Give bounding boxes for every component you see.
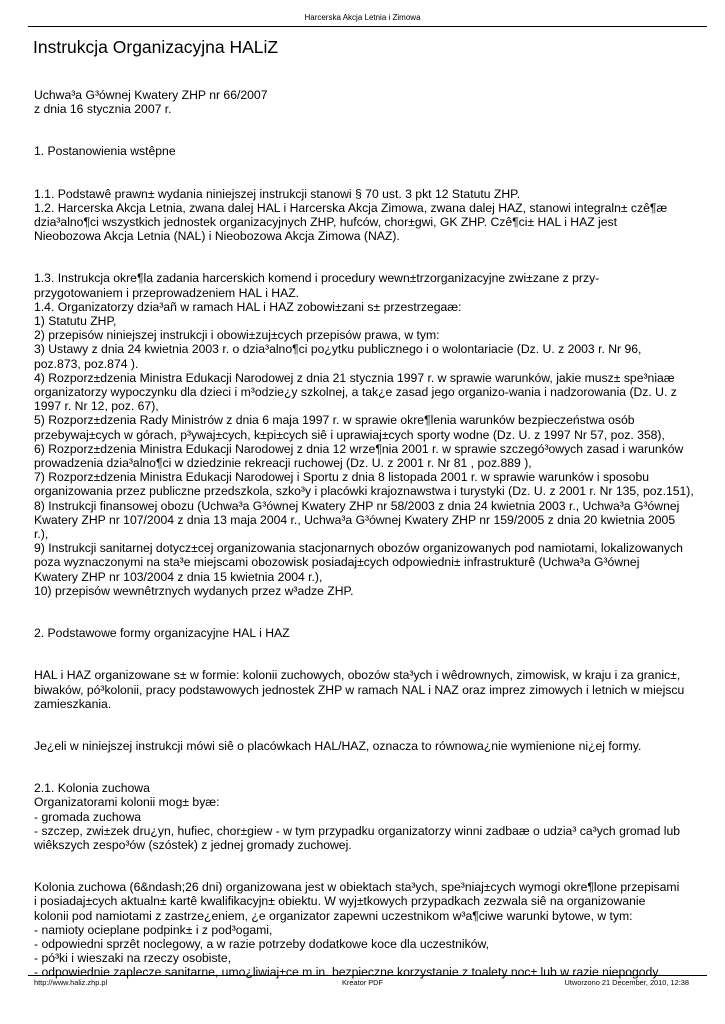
- text-line: Uchwa³a G³ównej Kwatery ZHP nr 66/2007: [34, 88, 268, 102]
- text-line: prowadzenia dzia³alno¶ci w dziedzinie rekreacji ruchowej (Dz. U. z 2001 r. Nr 81 , poz.889 ),: [34, 456, 532, 471]
- list-item: 6) Rozporz±dzenia Ministra Edukacji Narodowej z dnia 12 wrze¶nia 2001 r. w sprawie szczegó³owych zasad i warunków: [34, 441, 684, 456]
- section-heading: 2. Podstawowe formy organizacyjne HAL i HAZ: [34, 626, 290, 641]
- text-line: 1.4. Organizatorzy dzia³añ w ramach HAL i HAZ zobowi±zani s± przestrzegaæ:: [34, 299, 462, 314]
- section-heading: 1. Postanowienia wstêpne: [34, 144, 176, 159]
- list-item: - pó³ki i wieszaki na rzeczy osobiste,: [34, 951, 232, 966]
- running-header: Harcerska Akcja Letnia i Zimowa: [304, 13, 421, 22]
- paragraph: [34, 880, 706, 979]
- text-line: 1.2. Harcerska Akcja Letnia, zwana dalej HAL i Harcerska Akcja Zimowa, zwana dalej HAZ, stanowi integraln± czê¶æ: [34, 200, 668, 215]
- text-line: i posiadaj±cych aktualn± kartê kwalifikacyjn± obiektu. W wyj±tkowych przypadkach zezwala siê na organizowanie: [34, 894, 646, 909]
- text-line: przebywaj±cych w górach, p³ywaj±cych, k±pi±cych siê i uprawiaj±cych sporty wodne (Dz. U. z 1997 Nr 57, poz. 358),: [34, 427, 665, 442]
- text-line: 1.3. Instrukcja okre¶la zadania harcerskich komend i procedury wewn±trzorganizacyjne zwi±zane z przy-: [34, 271, 600, 286]
- list-item: 7) Rozporz±dzenia Ministra Edukacji Narodowej i Sportu z dnia 8 listopada 2001 r. w sprawie warunków i sposobu: [34, 470, 650, 485]
- list-item: 5) Rozporz±dzenia Rady Ministrów z dnia 6 maja 1997 r. w sprawie okre¶lenia warunków bezpieczeństwa osób: [34, 413, 635, 428]
- list-item: 4) Rozporz±dzenia Ministra Edukacji Narodowej z dnia 21 stycznia 1997 r. w sprawie warunków, jakie musz± spe³niaæ: [34, 370, 675, 385]
- text-line: wiêkszych zespo³ów (szóstek) z jednej gromady zuchowej.: [34, 837, 352, 852]
- text-line: dzia³alno¶ci wszystkich jednostek organizacyjnych ZHP, hufców, chor±gwi, GK ZHP. Czê¶ci± HAL i HAZ jest: [34, 215, 618, 230]
- list-item: 2) przepisów niniejszej instrukcji i obowi±zuj±cych przepisów prawa, w tym:: [34, 328, 440, 343]
- text-line: kolonii pod namiotami z zastrze¿eniem, ¿e organizator zapewni uczestnikom w³a¶ciwe warunki bytowe, w tym:: [34, 908, 633, 923]
- list-item: 3) Ustawy z dnia 24 kwietnia 2003 r. o dzia³alno¶ci po¿ytku publicznego i o wolontariacie (Dz. U. z 2003 r. Nr 96,: [34, 342, 642, 357]
- text-line: Kolonia zuchowa (6&ndash;26 dni) organizowana jest w obiektach sta³ych, spe³niaj±cych wymogi okre¶lone przepisami: [34, 880, 680, 895]
- list-item: - namioty ocieplane podpink± i z pod³ogami,: [34, 922, 273, 937]
- list-item: - odpowiednie zaplecze sanitarne, umo¿liwiaj±ce m.in. bezpieczne korzystanie z toalety noc± lub w razie niepogody.: [34, 965, 661, 980]
- text-line: 1.1. Podstawê prawn± wydania niniejszej instrukcji stanowi § 70 ust. 3 pkt 12 Statutu ZHP.: [34, 186, 521, 201]
- text-line: HAL i HAZ organizowane s± w formie: kolonii zuchowych, obozów sta³ych i wêdrownych, zimowisk, w kraju i za granic±,: [34, 668, 681, 683]
- resolution-block: [34, 88, 706, 116]
- paragraph: [34, 271, 706, 598]
- list-item: 1) Statutu ZHP,: [34, 314, 117, 329]
- paragraph: [34, 668, 706, 711]
- text-line: organizowania przez publiczne przedszkola, szko³y i placówki krajoznawstwa i turystyki (Dz. U. z 2001 r. Nr 135, poz.151),: [34, 484, 694, 499]
- header-rule: [28, 26, 707, 27]
- document-title: Instrukcja Organizacyjna HALiZ: [33, 37, 279, 57]
- paragraph: [34, 187, 706, 244]
- footer-generator: Kreator PDF: [341, 978, 384, 987]
- subsection-heading: 2.1. Kolonia zuchowa: [34, 781, 150, 796]
- text-line: przygotowaniem i przeprowadzeniem HAL i HAZ.: [34, 285, 300, 300]
- text-line: organizatorzy wypoczynku dla dzieci i m³odzie¿y szkolnej, a tak¿e zasad jego organizo-wania i nadzorowania (Dz. U. z: [34, 385, 677, 400]
- list-item: - odpowiedni sprzêt noclegowy, a w razie potrzeby dodatkowe koce dla uczestników,: [34, 936, 490, 951]
- text-line: Kwatery ZHP nr 103/2004 z dnia 15 kwietnia 2004 r.),: [34, 569, 323, 584]
- list-item: 10) przepisów wewnêtrznych wydanych przez w³adze ZHP.: [34, 583, 354, 598]
- text-line: 1997 r. Nr 12, poz. 67),: [34, 399, 159, 414]
- paragraph: [34, 781, 706, 852]
- document-body: [34, 88, 706, 980]
- text-line: poza wyznaczonymi na sta³e miejscami obozowisk posiadaj±cych odpowiedni± infrastrukturê (Uchwa³a G³ównej: [34, 555, 640, 570]
- text-line: zamieszkania.: [34, 696, 112, 711]
- paragraph: [34, 739, 706, 753]
- text-line: poz.873, poz.874 ).: [34, 356, 139, 371]
- list-item: - szczep, zwi±zek dru¿yn, hufiec, chor±giew - w tym przypadku organizatorzy winni zadbaæ o udzia³ ca³ych gromad lub: [34, 823, 681, 838]
- list-item: 9) Instrukcji sanitarnej dotycz±cej organizowania stacjonarnych obozów organizowanych pod namiotami, lokalizowanych: [34, 541, 683, 556]
- text-line: Nieobozowa Akcja Letnia (NAL) i Nieobozowa Akcja Zimowa (NAZ).: [34, 229, 400, 244]
- footer-created: Utworzono 21 December, 2010, 12:38: [564, 978, 689, 987]
- text-line: Je¿eli w niniejszej instrukcji mówi siê o placówkach HAL/HAZ, oznacza to równowa¿nie wymienione ni¿ej formy.: [34, 738, 642, 753]
- text-line: z dnia 16 stycznia 2007 r.: [34, 102, 172, 117]
- list-item: 8) Instrukcji finansowej obozu (Uchwa³a G³ównej Kwatery ZHP nr 58/2003 z dnia 24 kwietnia 2003 r., Uchwa³a G³ównej: [34, 498, 680, 513]
- text-line: Organizatorami kolonii mog± byæ:: [34, 795, 220, 810]
- footer-rule: [28, 975, 707, 976]
- text-line: r.),: [34, 527, 49, 542]
- footer-url: http://www.haliz.zhp.pl: [34, 978, 108, 987]
- text-line: Kwatery ZHP nr 107/2004 z dnia 13 maja 2004 r., Uchwa³a G³ównej Kwatery ZHP nr 159/2005 z dnia 20 kwietnia 2005: [34, 512, 676, 527]
- text-line: biwaków, pó³kolonii, pracy podstawowych jednostek ZHP w ramach NAL i NAZ oraz imprez zimowych i letnich w miejscu: [34, 682, 685, 697]
- list-item: - gromada zuchowa: [34, 809, 142, 824]
